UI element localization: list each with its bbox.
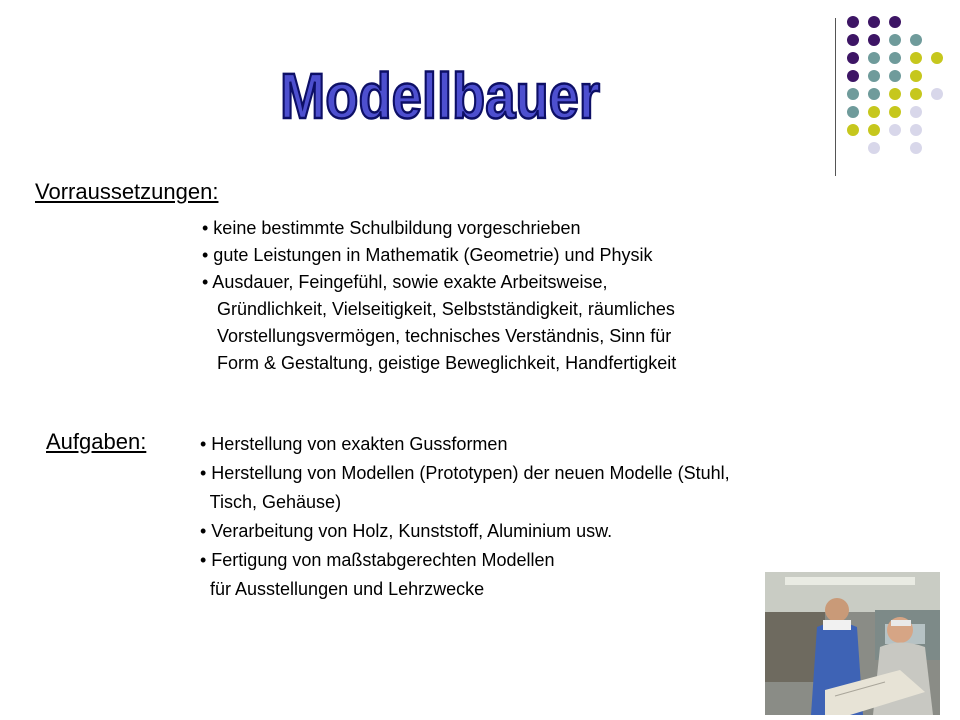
dot-row-6 xyxy=(847,106,922,118)
list-item: • Fertigung von maßstabgerechten Modellen xyxy=(200,550,555,570)
dot xyxy=(910,124,922,136)
dot xyxy=(868,70,880,82)
requirements-list xyxy=(202,215,676,377)
dot xyxy=(889,124,901,136)
dot xyxy=(847,34,859,46)
decorative-dot-grid xyxy=(845,12,945,157)
dot xyxy=(868,88,880,100)
tasks-label: Aufgaben: xyxy=(46,429,147,454)
list-item: Form & Gestaltung, geistige Beweglichkeit, Handfertigkeit xyxy=(202,353,677,373)
dot xyxy=(868,52,880,64)
list-item: • Herstellung von Modellen (Prototypen) der neuen Modelle (Stuhl, xyxy=(200,463,730,483)
dot xyxy=(910,34,922,46)
dot xyxy=(931,52,943,64)
list-item: • Herstellung von exakten Gussformen xyxy=(200,434,508,454)
list-item: Tisch, Gehäuse) xyxy=(200,492,342,512)
dot xyxy=(847,88,859,100)
dot xyxy=(847,124,859,136)
list-item: • Verarbeitung von Holz, Kunststoff, Aluminium usw. xyxy=(200,521,613,541)
requirements-label: Vorraussetzungen: xyxy=(35,179,219,204)
list-item: • keine bestimmte Schulbildung vorgeschrieben xyxy=(202,218,581,238)
dot xyxy=(868,106,880,118)
dot-row-5 xyxy=(847,88,943,100)
page-title xyxy=(270,52,610,132)
dot xyxy=(847,16,859,28)
dot xyxy=(868,16,880,28)
dot-row-2 xyxy=(847,34,922,46)
divider-line xyxy=(835,18,836,176)
dot-row-8 xyxy=(868,142,922,154)
dot-row-3 xyxy=(847,52,943,64)
dot-row-4 xyxy=(847,70,922,82)
dot xyxy=(868,34,880,46)
dot xyxy=(847,70,859,82)
dot xyxy=(868,142,880,154)
dot xyxy=(910,142,922,154)
dot xyxy=(889,16,901,28)
list-item: • gute Leistungen in Mathematik (Geometrie) und Physik xyxy=(202,245,653,265)
dot xyxy=(868,124,880,136)
dot xyxy=(847,52,859,64)
dot xyxy=(931,88,943,100)
dot-row-1 xyxy=(847,16,901,28)
list-item: • Ausdauer, Feingefühl, sowie exakte Arbeitsweise, xyxy=(202,272,608,292)
dot xyxy=(889,88,901,100)
dot xyxy=(910,70,922,82)
dot xyxy=(889,70,901,82)
dot xyxy=(910,106,922,118)
dot xyxy=(889,34,901,46)
dot-row-7 xyxy=(847,124,922,136)
list-item: Vorstellungsvermögen, technisches Verständnis, Sinn für xyxy=(202,326,672,346)
workshop-photo xyxy=(765,572,940,715)
dot xyxy=(889,106,901,118)
list-item: Gründlichkeit, Vielseitigkeit, Selbstständigkeit, räumliches xyxy=(202,299,675,319)
dot xyxy=(847,106,859,118)
list-item: für Ausstellungen und Lehrzwecke xyxy=(200,579,485,599)
tasks-list xyxy=(200,430,730,604)
dot xyxy=(910,88,922,100)
page-title-text: Modellbauer xyxy=(280,60,600,132)
dot xyxy=(910,52,922,64)
dot xyxy=(889,52,901,64)
